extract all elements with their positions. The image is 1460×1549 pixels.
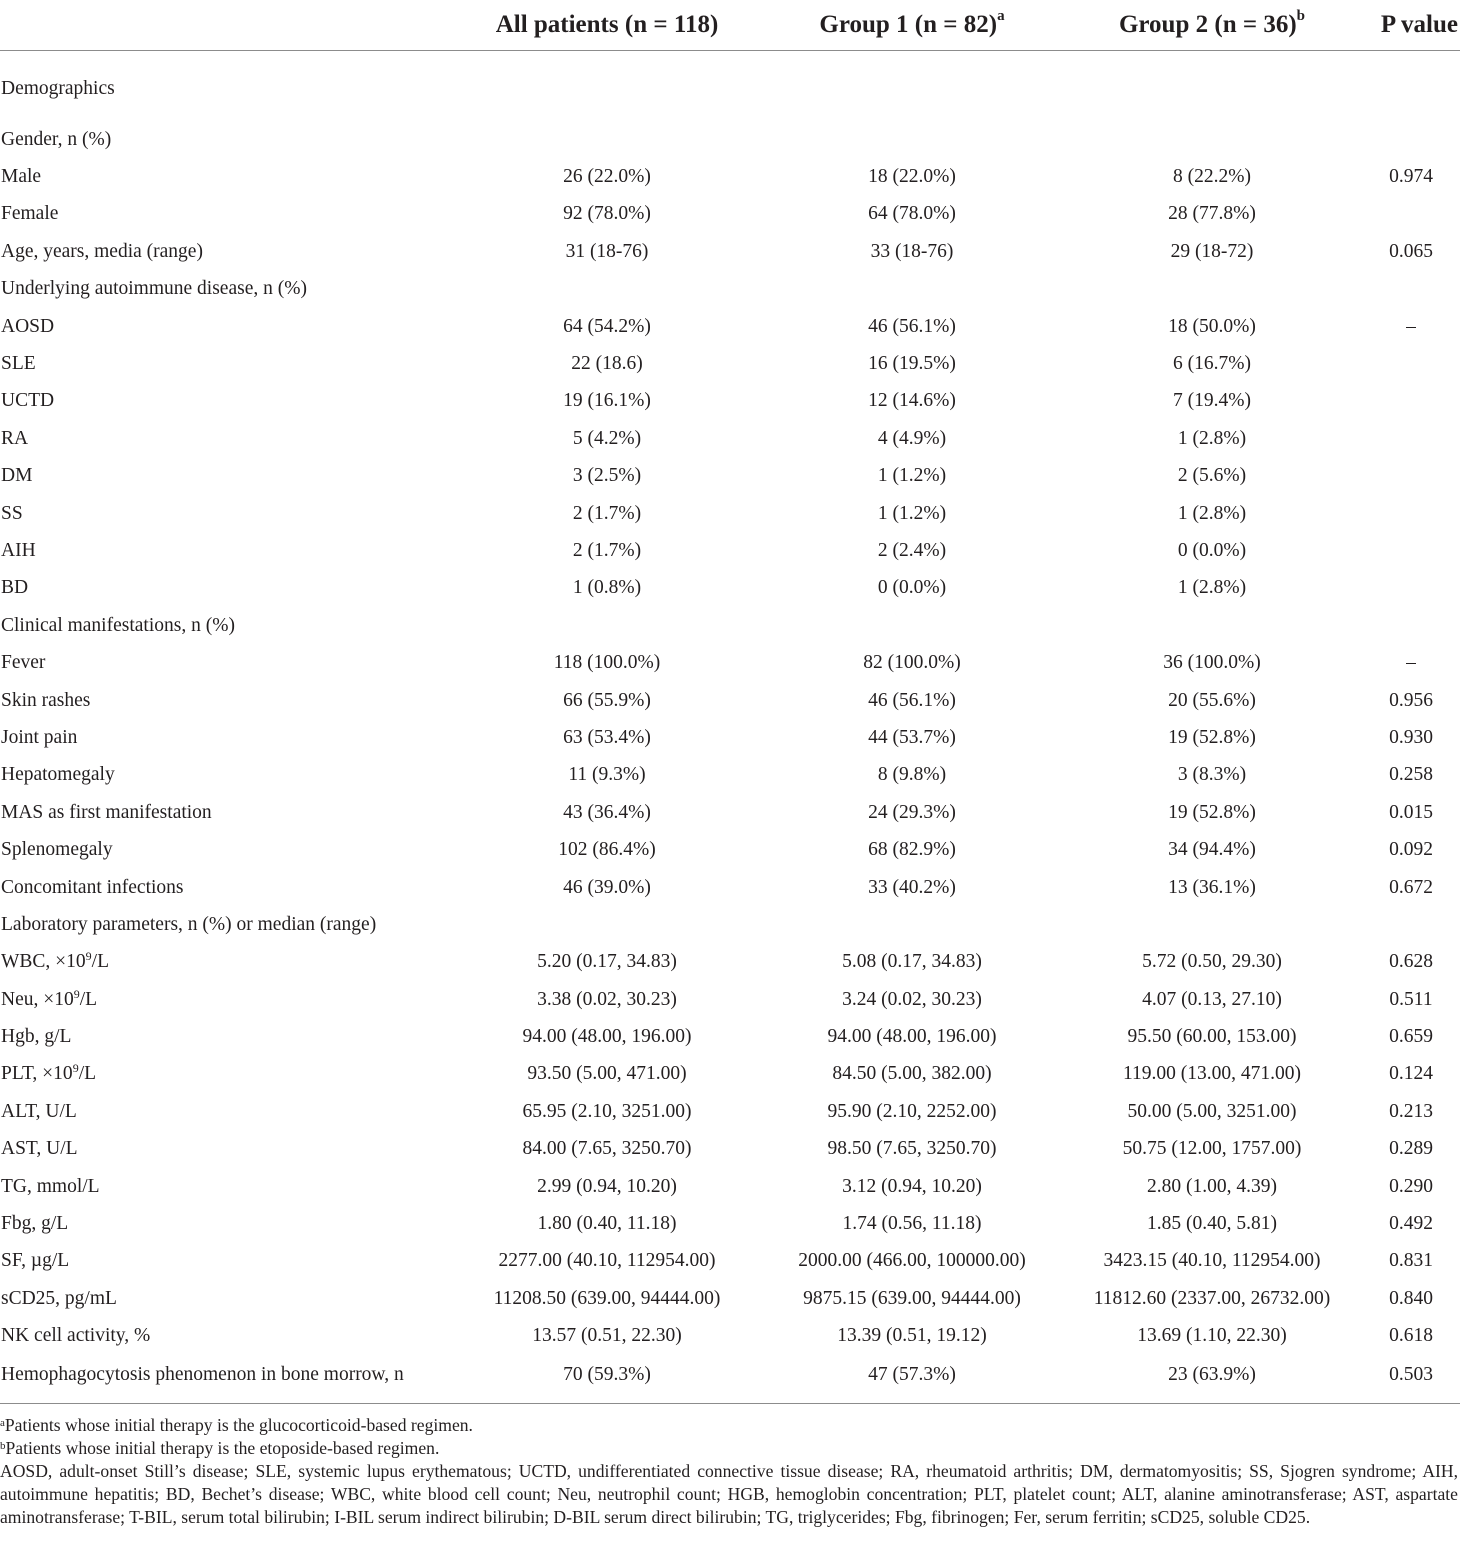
exponent: 9 — [73, 986, 80, 1001]
cell-group-1 — [762, 51, 1062, 122]
cell-p-value: 0.258 — [1389, 764, 1433, 786]
table-row — [0, 196, 1460, 233]
cell-all-patients — [452, 271, 762, 308]
cell-group-1: 3.12 (0.94, 10.20) — [842, 1175, 982, 1197]
cell-p-value — [1362, 51, 1460, 122]
cell-p-value: 0.492 — [1389, 1213, 1433, 1235]
table-row — [0, 644, 1460, 681]
cell-all-patients: 64 (54.2%) — [563, 315, 651, 337]
cell-all-patients: 11 (9.3%) — [568, 764, 646, 786]
footnote-a-marker: a — [997, 8, 1005, 24]
cell-p-value: 0.974 — [1389, 166, 1433, 188]
cell-p-value: 0.659 — [1389, 1026, 1433, 1048]
cell-group-2 — [1062, 271, 1362, 308]
cell-p-value: 0.092 — [1389, 839, 1433, 861]
row-label: sCD25, pg/mL — [1, 1287, 117, 1309]
table-row — [0, 458, 1460, 495]
cell-group-1: 1.74 (0.56, 11.18) — [842, 1213, 982, 1235]
table-row — [0, 1056, 1460, 1093]
table-body — [0, 51, 1460, 1403]
cell-group-2: 18 (50.0%) — [1168, 315, 1256, 337]
cell-p-value: 0.015 — [1389, 801, 1433, 823]
cell-p-value — [1362, 121, 1460, 158]
cell-group-1: 0 (0.0%) — [877, 577, 947, 599]
cell-group-1: 24 (29.3%) — [868, 801, 956, 823]
row-label: Fbg, g/L — [1, 1213, 69, 1235]
cell-group-2: 19 (52.8%) — [1168, 801, 1256, 823]
cell-p-value — [1362, 345, 1460, 382]
cell-group-1: 5.08 (0.17, 34.83) — [842, 951, 982, 973]
cell-all-patients: 3.38 (0.02, 30.23) — [537, 988, 677, 1010]
cell-group-1: 94.00 (48.00, 196.00) — [827, 1026, 997, 1048]
header-group-2: Group 2 (n = 36)$^b$ — [1062, 0, 1362, 51]
row-label: Hepatomegaly — [1, 764, 115, 786]
header-blank — [0, 0, 452, 51]
cell-all-patients — [452, 121, 762, 158]
cell-group-1 — [762, 906, 1062, 943]
row-label: DM — [1, 465, 33, 487]
cell-p-value: 0.930 — [1389, 726, 1433, 748]
cell-p-value: 0.289 — [1389, 1138, 1433, 1160]
table-row — [0, 121, 1460, 158]
cell-p-value: 0.124 — [1389, 1063, 1433, 1085]
cell-p-value: 0.628 — [1389, 951, 1433, 973]
cell-group-1 — [762, 121, 1062, 158]
row-label: Hemophagocytosis phenomenon in bone morrow, n — [1, 1363, 404, 1385]
cell-p-value — [1362, 532, 1460, 569]
cell-all-patients: 19 (16.1%) — [563, 390, 651, 412]
cell-group-1: 12 (14.6%) — [868, 390, 956, 412]
cell-all-patients: 70 (59.3%) — [563, 1363, 651, 1385]
cell-p-value: – — [1406, 315, 1416, 337]
cell-all-patients: 1.80 (0.40, 11.18) — [537, 1213, 677, 1235]
row-label: AOSD — [1, 315, 55, 337]
cell-group-2: 8 (22.2%) — [1173, 166, 1251, 188]
row-label: Female — [1, 203, 59, 225]
table-row — [0, 1205, 1460, 1242]
row-label: AST, U/L — [1, 1138, 78, 1160]
row-label: Skin rashes — [1, 689, 91, 711]
cell-p-value: 0.503 — [1389, 1363, 1433, 1385]
cell-group-2: 2 (5.6%) — [1177, 465, 1247, 487]
cell-p-value: 0.065 — [1389, 240, 1433, 262]
cell-all-patients: 26 (22.0%) — [563, 166, 651, 188]
row-label: BD — [1, 577, 29, 599]
table-row — [0, 570, 1460, 607]
row-label: Fever — [1, 652, 46, 674]
cell-group-2: 1.85 (0.40, 5.81) — [1147, 1213, 1277, 1235]
table-header — [0, 0, 1460, 51]
table-row — [0, 1093, 1460, 1130]
cell-group-2: 6 (16.7%) — [1173, 353, 1251, 375]
cell-p-value: 0.290 — [1389, 1175, 1433, 1197]
cell-group-2: 13 (36.1%) — [1168, 876, 1256, 898]
row-label: PLT, $\times 10^9/L$ — [1, 1061, 97, 1085]
cell-p-value — [1362, 420, 1460, 457]
row-label: Joint pain — [1, 726, 78, 748]
cell-all-patients: 46 (39.0%) — [563, 876, 651, 898]
cell-group-1: 8 (9.8%) — [877, 764, 947, 786]
cell-p-value — [1362, 607, 1460, 644]
row-label: WBC, $\times 10^9/L$ — [1, 949, 110, 973]
table-row — [0, 383, 1460, 420]
cell-p-value: 0.831 — [1389, 1250, 1433, 1272]
cell-group-1: 16 (19.5%) — [868, 353, 956, 375]
cell-group-2 — [1062, 121, 1362, 158]
row-label: Age, years, media (range) — [1, 240, 203, 262]
table-row — [0, 1131, 1460, 1168]
row-label: Splenomegaly — [1, 839, 113, 861]
cell-group-2: 13.69 (1.10, 22.30) — [1137, 1325, 1287, 1347]
table-row — [0, 345, 1460, 382]
table-row — [0, 495, 1460, 532]
cell-group-1: 84.50 (5.00, 382.00) — [832, 1063, 992, 1085]
cell-p-value — [1362, 906, 1460, 943]
table-footnotes — [0, 1404, 1460, 1529]
cell-group-1: 1 (1.2%) — [877, 465, 947, 487]
table-row — [0, 794, 1460, 831]
cell-p-value — [1362, 383, 1460, 420]
cell-p-value: 0.956 — [1389, 689, 1433, 711]
cell-group-1 — [762, 271, 1062, 308]
table-row — [0, 271, 1460, 308]
cell-all-patients: 2 (1.7%) — [572, 502, 642, 524]
table-row — [0, 757, 1460, 794]
cell-group-2: 23 (63.9%) — [1168, 1363, 1256, 1385]
exponent: 9 — [72, 1061, 79, 1076]
cell-p-value — [1362, 570, 1460, 607]
table-row — [0, 51, 1460, 122]
row-label: SF, µg/L — [1, 1250, 70, 1272]
cell-group-2 — [1062, 607, 1362, 644]
row-label: Male — [1, 166, 42, 188]
cell-p-value — [1362, 495, 1460, 532]
cell-group-1: 44 (53.7%) — [868, 726, 956, 748]
cell-all-patients: 2 (1.7%) — [572, 539, 642, 561]
cell-p-value: 0.511 — [1389, 988, 1433, 1010]
cell-group-2: 7 (19.4%) — [1173, 390, 1251, 412]
cell-all-patients: 5 (4.2%) — [572, 427, 642, 449]
table-row — [0, 532, 1460, 569]
row-label: AIH — [1, 539, 36, 561]
cell-group-1: 33 (40.2%) — [868, 876, 956, 898]
header-all-patients: All patients (n = 118) — [452, 0, 762, 51]
footnote-b-marker: b — [1296, 8, 1306, 24]
row-label: TG, mmol/L — [1, 1175, 100, 1197]
row-label: Hgb, g/L — [1, 1026, 72, 1048]
cell-all-patients: 118 (100.0%) — [553, 652, 661, 674]
cell-group-2 — [1062, 906, 1362, 943]
cell-all-patients: 94.00 (48.00, 196.00) — [522, 1026, 692, 1048]
table-row — [0, 831, 1460, 868]
cell-p-value: 0.672 — [1389, 876, 1433, 898]
row-label: ALT, U/L — [1, 1100, 77, 1122]
cell-all-patients: 13.57 (0.51, 22.30) — [532, 1325, 682, 1347]
cell-group-1: 4 (4.9%) — [877, 427, 947, 449]
cell-all-patients: 2.99 (0.94, 10.20) — [537, 1175, 677, 1197]
table-row — [0, 1243, 1460, 1280]
cell-group-2: 34 (94.4%) — [1168, 839, 1256, 861]
cell-p-value: 0.213 — [1389, 1100, 1433, 1122]
cell-all-patients: 66 (55.9%) — [563, 689, 651, 711]
cell-all-patients: 11208.50 (639.00, 94444.00) — [493, 1287, 721, 1309]
cell-group-2: 119.00 (13.00, 471.00) — [1122, 1063, 1301, 1085]
cell-group-1: 33 (18-76) — [870, 240, 954, 262]
cell-all-patients — [452, 607, 762, 644]
cell-all-patients: 92 (78.0%) — [563, 203, 651, 225]
header-group-1: Group 1 (n = 82)$^a$ — [762, 0, 1062, 51]
cell-group-1: 46 (56.1%) — [868, 315, 956, 337]
cell-group-1: 82 (100.0%) — [863, 652, 961, 674]
abbreviations-note: AOSD, adult-onset Still’s disease; SLE, systemic lupus erythematous; UCTD, undifferentiated connective tissue disease; RA, rheumatoid arthritis; DM, dermatomyositis; SS, Sjogren syndrome; AIH, autoimmune hepatitis; BD, Bechet’s disease; WBC, white blood cell count; Neu, neutrophil count; HGB, hemoglobin concentration; PLT, platelet count; ALT, alanine aminotransferase; AST, aspartate aminotransferase; T-BIL, serum total bilirubin; I-BIL serum indirect bilirubin; D-BIL serum direct bilirubin; TG, triglycerides; Fbg, fibrinogen; Fer, serum ferritin; sCD25, soluble CD25. — [0, 1460, 1458, 1527]
row-label: Neu, $\times 10^9/L$ — [1, 986, 98, 1010]
table-row — [0, 158, 1460, 195]
cell-group-1: 9875.15 (639.00, 94444.00) — [803, 1287, 1021, 1309]
cell-group-2: 29 (18-72) — [1170, 240, 1254, 262]
cell-group-1: 18 (22.0%) — [868, 166, 956, 188]
cell-group-1: 1 (1.2%) — [877, 502, 947, 524]
cell-group-1: 3.24 (0.02, 30.23) — [842, 988, 982, 1010]
cell-all-patients: 102 (86.4%) — [558, 839, 656, 861]
table-row — [0, 308, 1460, 345]
row-label: Clinical manifestations, n (%) — [1, 614, 235, 636]
row-label: UCTD — [1, 390, 55, 412]
row-label: Concomitant infections — [1, 876, 184, 898]
row-label: Gender, n (%) — [1, 128, 112, 150]
cell-all-patients: 1 (0.8%) — [572, 577, 642, 599]
cell-group-2: 3 (8.3%) — [1177, 764, 1247, 786]
table-row — [0, 906, 1460, 943]
cell-all-patients — [452, 51, 762, 122]
cell-group-2: 1 (2.8%) — [1177, 577, 1247, 599]
cell-all-patients: 63 (53.4%) — [563, 726, 651, 748]
cell-p-value: 0.840 — [1389, 1287, 1433, 1309]
table-row — [0, 420, 1460, 457]
cell-group-2: 0 (0.0%) — [1177, 539, 1247, 561]
row-label: RA — [1, 427, 29, 449]
cell-group-1 — [762, 607, 1062, 644]
cell-all-patients: 65.95 (2.10, 3251.00) — [522, 1100, 692, 1122]
cell-p-value — [1362, 458, 1460, 495]
table-row — [0, 1168, 1460, 1205]
cell-group-2: 5.72 (0.50, 29.30) — [1142, 951, 1282, 973]
cell-p-value: – — [1406, 652, 1416, 674]
row-label: Demographics — [1, 78, 115, 99]
table-row — [0, 682, 1460, 719]
cell-group-1: 68 (82.9%) — [868, 839, 956, 861]
cell-all-patients: 43 (36.4%) — [563, 801, 651, 823]
row-label: SLE — [1, 353, 36, 375]
table-row — [0, 981, 1460, 1018]
cell-group-1: 2 (2.4%) — [877, 539, 947, 561]
cell-group-2: 28 (77.8%) — [1168, 203, 1256, 225]
cell-group-1: 2000.00 (466.00, 100000.00) — [798, 1250, 1026, 1272]
cell-group-1: 47 (57.3%) — [868, 1363, 956, 1385]
cell-all-patients: 2277.00 (40.10, 112954.00) — [498, 1250, 716, 1272]
cell-p-value: 0.618 — [1389, 1325, 1433, 1347]
footnote-b: $^b$Patients whose initial therapy is the etoposide-based regimen. — [0, 1437, 440, 1458]
table-row — [0, 233, 1460, 270]
cell-group-1: 46 (56.1%) — [868, 689, 956, 711]
row-label: NK cell activity, % — [1, 1325, 151, 1347]
row-label: MAS as first manifestation — [1, 801, 212, 823]
cell-group-2 — [1062, 51, 1362, 122]
cell-all-patients: 93.50 (5.00, 471.00) — [527, 1063, 687, 1085]
header-row — [0, 0, 1460, 51]
cell-group-2: 4.07 (0.13, 27.10) — [1142, 988, 1282, 1010]
table-row — [0, 1280, 1460, 1317]
cell-group-1: 64 (78.0%) — [868, 203, 956, 225]
cell-all-patients: 31 (18-76) — [565, 240, 649, 262]
footnote-a: $^a$Patients whose initial therapy is the glucocorticoid-based regimen. — [0, 1414, 473, 1435]
table-row — [0, 1355, 1460, 1403]
cell-group-2: 50.75 (12.00, 1757.00) — [1122, 1138, 1302, 1160]
cell-all-patients: 3 (2.5%) — [572, 465, 642, 487]
cell-p-value — [1362, 271, 1460, 308]
exponent: 9 — [85, 949, 92, 964]
cell-all-patients: 5.20 (0.17, 34.83) — [537, 951, 677, 973]
table-row — [0, 607, 1460, 644]
cell-group-1: 98.50 (7.65, 3250.70) — [827, 1138, 997, 1160]
cell-all-patients — [452, 906, 762, 943]
cell-group-2: 3423.15 (40.10, 112954.00) — [1103, 1250, 1321, 1272]
header-p-value: P value — [1362, 0, 1460, 51]
cell-group-2: 36 (100.0%) — [1163, 652, 1261, 674]
cell-all-patients: 22 (18.6) — [571, 353, 643, 375]
cell-group-2: 20 (55.6%) — [1168, 689, 1256, 711]
cell-group-2: 50.00 (5.00, 3251.00) — [1127, 1100, 1297, 1122]
cell-group-2: 19 (52.8%) — [1168, 726, 1256, 748]
table-row — [0, 944, 1460, 981]
cell-group-2: 11812.60 (2337.00, 26732.00) — [1093, 1287, 1331, 1309]
table-row — [0, 1018, 1460, 1055]
row-label: Laboratory parameters, n (%) or median (range) — [1, 913, 377, 935]
cell-group-2: 95.50 (60.00, 153.00) — [1127, 1026, 1297, 1048]
cell-group-2: 2.80 (1.00, 4.39) — [1147, 1175, 1277, 1197]
cell-p-value — [1362, 196, 1460, 233]
table-row — [0, 1318, 1460, 1355]
row-label: SS — [1, 502, 23, 524]
table-row — [0, 869, 1460, 906]
row-label: Underlying autoimmune disease, n (%) — [1, 278, 307, 300]
cell-group-1: 95.90 (2.10, 2252.00) — [827, 1100, 997, 1122]
table-row — [0, 719, 1460, 756]
cell-all-patients: 84.00 (7.65, 3250.70) — [522, 1138, 692, 1160]
cell-group-1: 13.39 (0.51, 19.12) — [837, 1325, 987, 1347]
cell-group-2: 1 (2.8%) — [1177, 502, 1247, 524]
cell-group-2: 1 (2.8%) — [1177, 427, 1247, 449]
